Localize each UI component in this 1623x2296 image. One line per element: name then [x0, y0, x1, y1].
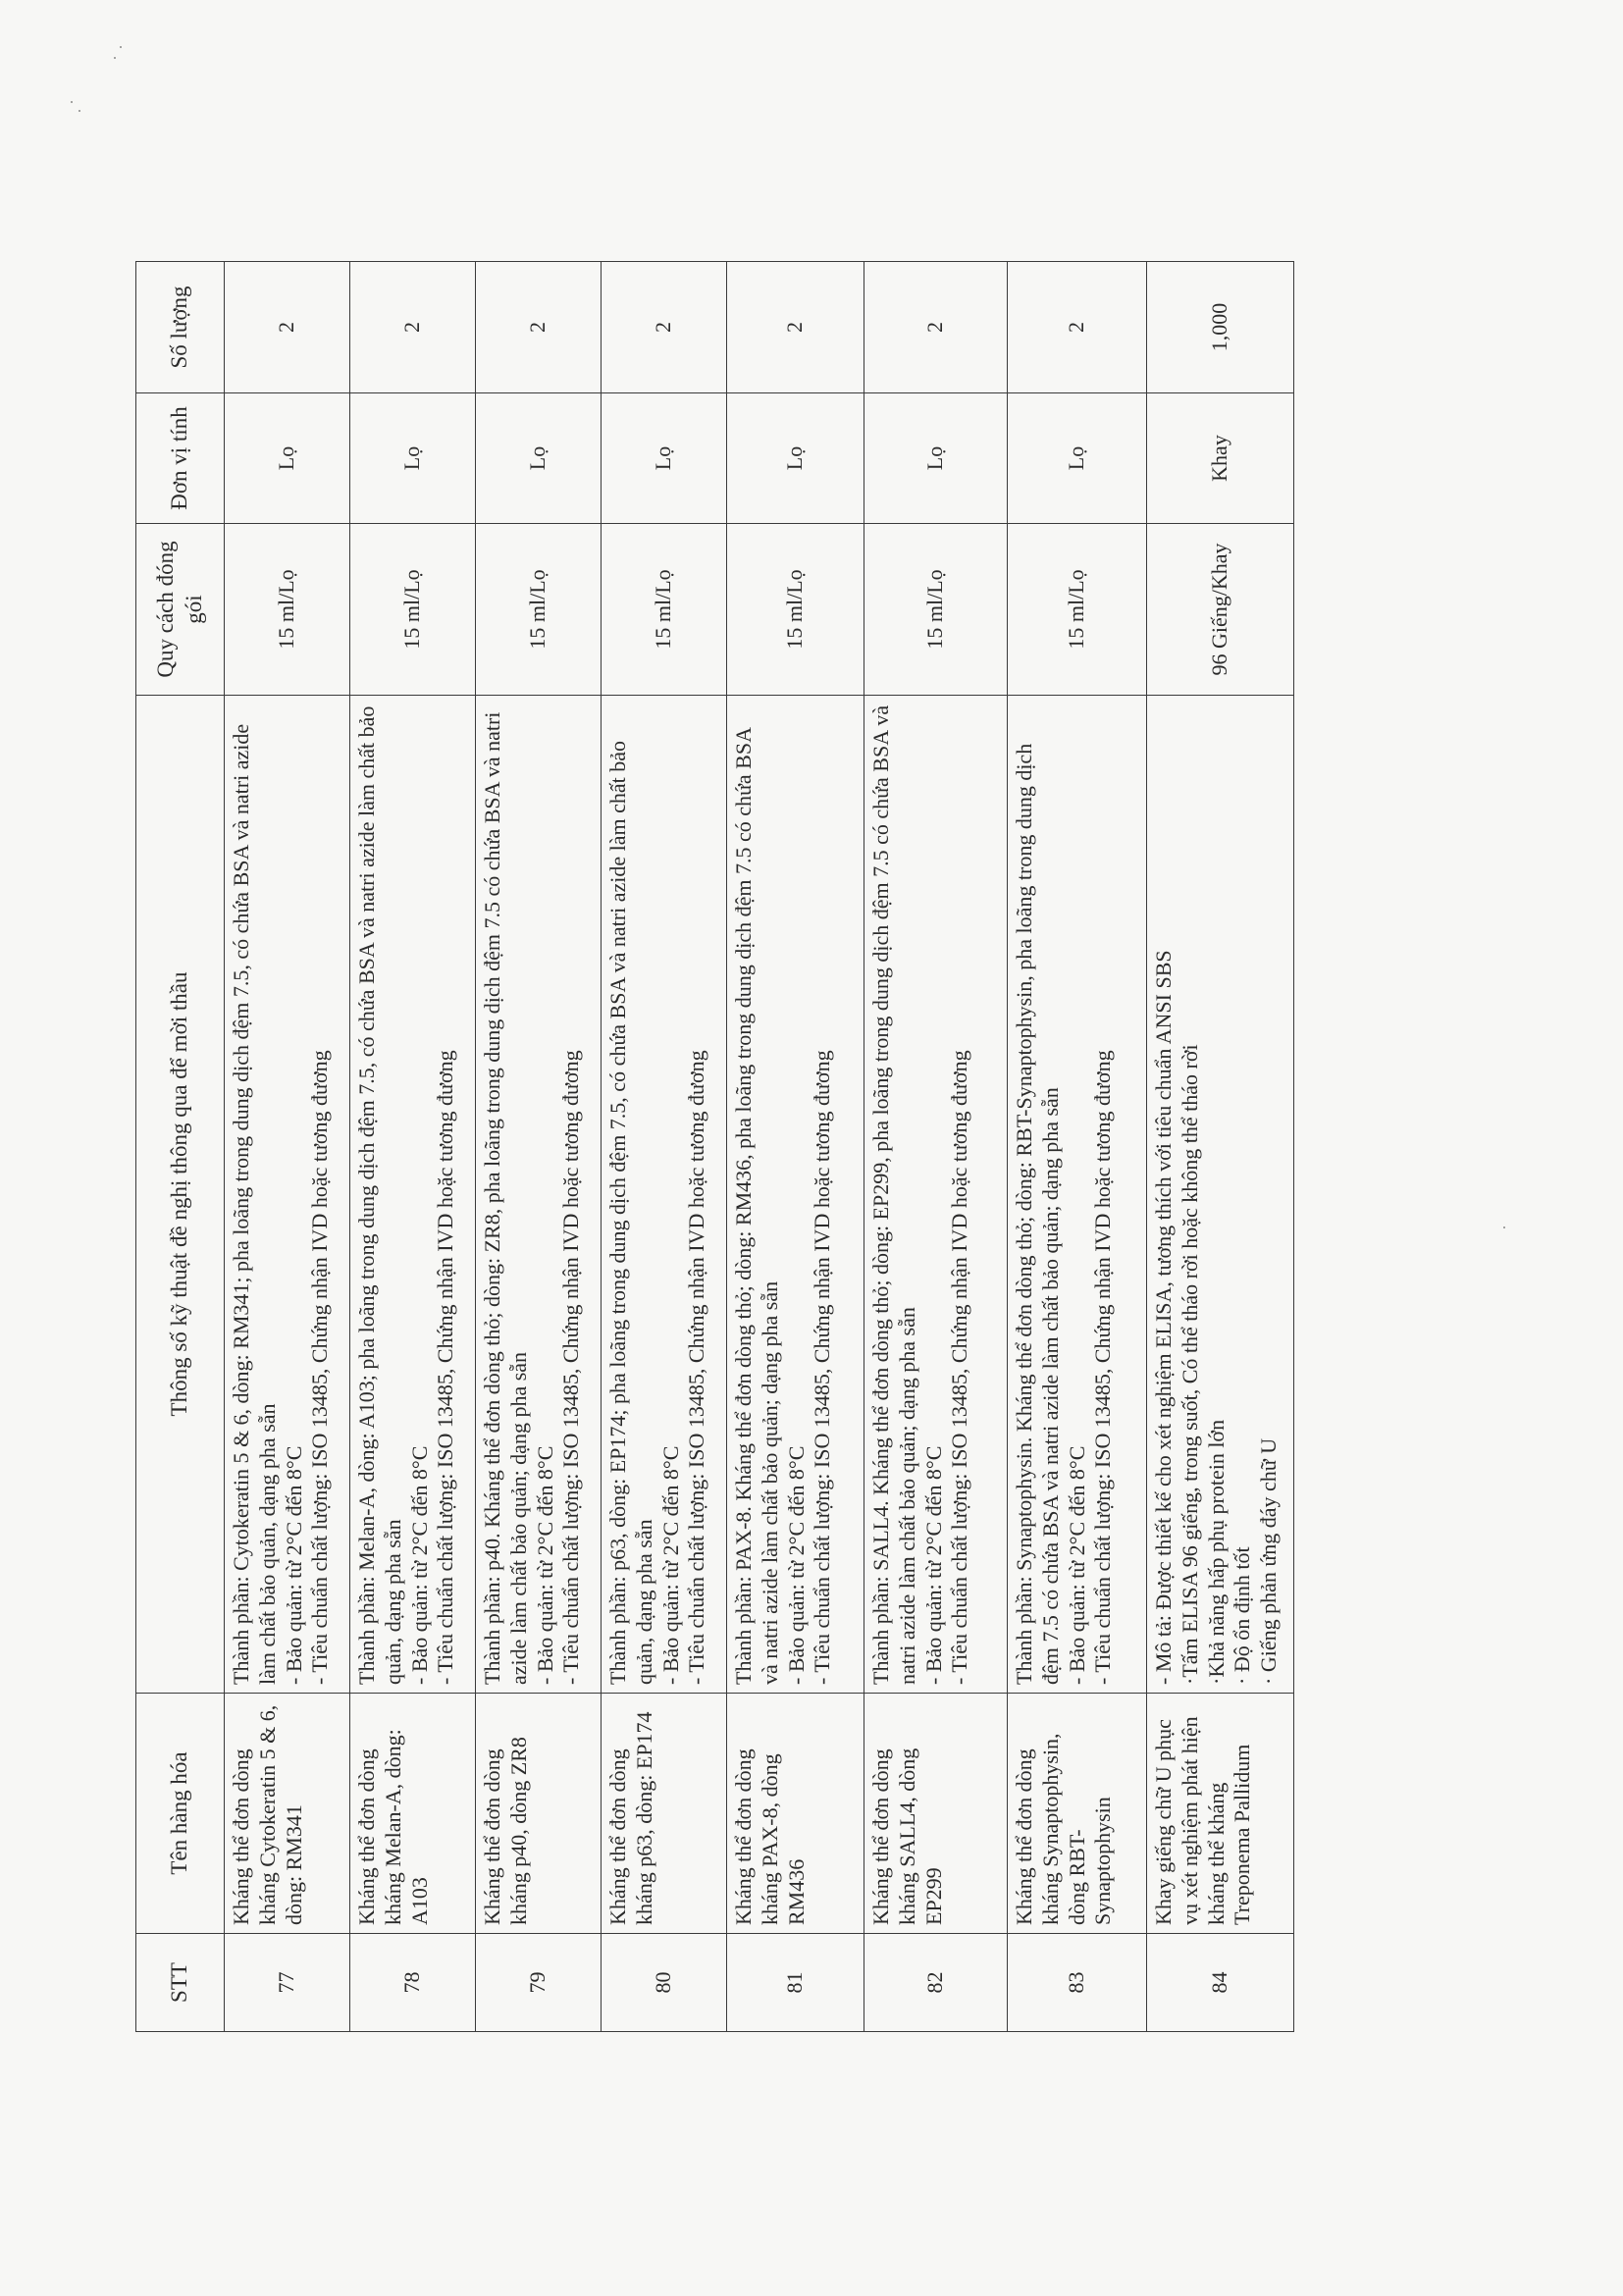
table-row — [727, 262, 864, 2032]
cell-stt: 84 — [1147, 1934, 1294, 2032]
cell-packaging: 15 ml/Lọ — [476, 524, 602, 696]
table-row — [1008, 262, 1147, 2032]
table-row — [225, 262, 350, 2032]
spec-line: Thành phần: p63, dòng: EP174; pha loãng trong dung dịch đệm 7.5, có chứa BSA và natri azide làm chất bảo quản, dạng pha sẵn — [605, 741, 656, 1685]
scan-speck — [71, 101, 73, 103]
cell-packaging: 15 ml/Lọ — [350, 524, 476, 696]
cell-specification — [602, 696, 727, 1694]
cell-stt: 82 — [864, 1934, 1008, 2032]
cell-unit: Lọ — [350, 393, 476, 524]
cell-product-name: Khay giếng chữ U phục vụ xét nghiệm phát hiện kháng thể kháng Treponema Pallidum — [1147, 1694, 1294, 1934]
cell-stt: 78 — [350, 1934, 476, 2032]
header-stt: STT — [136, 1934, 225, 2032]
cell-product-name: Kháng thể đơn dòng kháng p40, dòng ZR8 — [476, 1694, 602, 1934]
cell-packaging: 15 ml/Lọ — [1008, 524, 1147, 696]
cell-specification — [350, 696, 476, 1694]
scan-speck — [1503, 1226, 1505, 1228]
cell-unit: Lọ — [1008, 393, 1147, 524]
cell-packaging: 15 ml/Lọ — [225, 524, 350, 696]
spec-line: · Giếng phản ứng đáy chữ U — [1256, 1437, 1282, 1685]
header-specification: Thông số kỹ thuật đề nghị thông qua để mời thầu — [136, 696, 225, 1694]
cell-stt: 79 — [476, 1934, 602, 2032]
cell-stt: 77 — [225, 1934, 350, 2032]
cell-specification — [225, 696, 350, 1694]
spec-line: - Tiêu chuẩn chất lượng: ISO 13485, Chứng nhận IVD hoặc tương đương — [810, 1050, 835, 1685]
specification-table — [135, 261, 1294, 2032]
cell-unit: Khay — [1147, 393, 1294, 524]
spec-line: ·Tấm ELISA 96 giếng, trong suốt, Có thể tháo rời hoặc không thể tháo rời — [1177, 1044, 1202, 1685]
spec-line: - Bảo quản: từ 2°C đến 8°C — [920, 1445, 946, 1685]
cell-product-name: Kháng thể đơn dòng kháng PAX-8, dòng RM436 — [727, 1694, 864, 1934]
spec-line: - Bảo quản: từ 2°C đến 8°C — [1064, 1445, 1089, 1685]
header-quantity: Số lượng — [136, 262, 225, 393]
cell-quantity: 2 — [864, 262, 1008, 393]
spec-line: - Bảo quản: từ 2°C đến 8°C — [406, 1445, 432, 1685]
spec-line: - Bảo quản: từ 2°C đến 8°C — [281, 1445, 306, 1685]
spec-line: - Bảo quản: từ 2°C đến 8°C — [783, 1445, 809, 1685]
header-unit: Đơn vị tính — [136, 393, 225, 524]
cell-specification — [864, 696, 1008, 1694]
cell-product-name: Kháng thể đơn dòng kháng p63, dòng: EP174 — [602, 1694, 727, 1934]
cell-quantity: 2 — [727, 262, 864, 393]
cell-quantity: 2 — [476, 262, 602, 393]
cell-specification — [476, 696, 602, 1694]
spec-line: - Tiêu chuẩn chất lượng: ISO 13485, Chứng nhận IVD hoặc tương đương — [684, 1050, 709, 1685]
cell-quantity: 2 — [225, 262, 350, 393]
scan-speck — [79, 110, 80, 112]
cell-product-name: Kháng thể đơn dòng kháng Synaptophysin, dòng RBT-Synaptophysin — [1008, 1694, 1147, 1934]
header-packaging: Quy cách đóng gói — [136, 524, 225, 696]
spec-line: Thành phần: p40. Kháng thể đơn dòng thỏ; dòng: ZR8, pha loãng trong dung dịch đệm 7.5 có chứa BSA và natri azide làm chất bảo quản; dạng pha sẵn — [480, 711, 531, 1685]
cell-unit: Lọ — [727, 393, 864, 524]
cell-packaging: 15 ml/Lọ — [602, 524, 727, 696]
spec-line: Thành phần: Synaptophysin. Kháng thể đơn dòng thỏ; dòng: RBT-Synaptophysin, pha loãng trong dung dịch đệm 7.5 có chứa BSA và natri azide làm chất bảo quản; dạng pha sẵn — [1012, 743, 1063, 1685]
spec-line: - Tiêu chuẩn chất lượng: ISO 13485, Chứng nhận IVD hoặc tương đương — [947, 1050, 972, 1685]
cell-product-name: Kháng thể đơn dòng kháng Cytokeratin 5 & 6, dòng: RM341 — [225, 1694, 350, 1934]
cell-stt: 81 — [727, 1934, 864, 2032]
spec-line: - Tiêu chuẩn chất lượng: ISO 13485, Chứng nhận IVD hoặc tương đương — [307, 1050, 333, 1685]
cell-stt: 83 — [1008, 1934, 1147, 2032]
cell-specification — [1008, 696, 1147, 1694]
cell-quantity: 1,000 — [1147, 262, 1294, 393]
table-header-row — [136, 262, 225, 2032]
spec-line: - Bảo quản: từ 2°C đến 8°C — [657, 1445, 683, 1685]
cell-quantity: 2 — [602, 262, 727, 393]
table-row — [350, 262, 476, 2032]
cell-packaging: 15 ml/Lọ — [727, 524, 864, 696]
spec-line: - Bảo quản: từ 2°C đến 8°C — [532, 1445, 557, 1685]
spec-line: Thành phần: SALL4. Kháng thể đơn dòng thỏ; dòng: EP299, pha loãng trong dung dịch đệm 7.5 có chứa BSA và natri azide làm chất bảo quản; dạng pha sẵn — [868, 704, 919, 1685]
header-product-name: Tên hàng hóa — [136, 1694, 225, 1934]
cell-quantity: 2 — [350, 262, 476, 393]
spec-line: Thành phần: Melan-A, dòng: A103; pha loãng trong dung dịch đệm 7.5, có chứa BSA và natri azide làm chất bảo quản, dạng pha sẵn — [354, 705, 405, 1685]
cell-product-name: Kháng thể đơn dòng kháng Melan-A, dòng: A103 — [350, 1694, 476, 1934]
table-row — [1147, 262, 1294, 2032]
cell-unit: Lọ — [225, 393, 350, 524]
cell-specification — [727, 696, 864, 1694]
cell-packaging: 15 ml/Lọ — [864, 524, 1008, 696]
scan-speck — [114, 57, 116, 59]
cell-specification — [1147, 696, 1294, 1694]
cell-unit: Lọ — [864, 393, 1008, 524]
spec-line: - Tiêu chuẩn chất lượng: ISO 13485, Chứng nhận IVD hoặc tương đương — [1090, 1050, 1116, 1685]
spec-line: Thành phần: PAX-8. Kháng thể đơn dòng thỏ; dòng: RM436, pha loãng trong dung dịch đệm 7.5 có chứa BSA và natri azide làm chất bảo quản; dạng pha sẵn — [731, 728, 782, 1685]
spec-line: - Tiêu chuẩn chất lượng: ISO 13485, Chứng nhận IVD hoặc tương đương — [558, 1050, 584, 1685]
spec-line: ·Khả năng hấp phụ protein lớn — [1203, 1419, 1229, 1685]
spec-line: · Độ ổn định tốt — [1230, 1546, 1255, 1685]
spec-line: - Tiêu chuẩn chất lượng: ISO 13485, Chứng nhận IVD hoặc tương đương — [433, 1050, 458, 1685]
cell-stt: 80 — [602, 1934, 727, 2032]
cell-quantity: 2 — [1008, 262, 1147, 393]
cell-unit: Lọ — [476, 393, 602, 524]
cell-product-name: Kháng thể đơn dòng kháng SALL4, dòng EP299 — [864, 1694, 1008, 1934]
table-row — [864, 262, 1008, 2032]
table-row — [476, 262, 602, 2032]
spec-line: Thành phần: Cytokeratin 5 & 6, dòng: RM341; pha loãng trong dung dịch đệm 7.5, có chứa BSA và natri azide làm chất bảo quản, dạng pha sẵn — [229, 723, 280, 1685]
cell-packaging: 96 Giếng/Khay — [1147, 524, 1294, 696]
cell-unit: Lọ — [602, 393, 727, 524]
spec-line: - Mô tả: Được thiết kế cho xét nghiệm ELISA, tương thích với tiêu chuẩn ANSI SBS — [1151, 950, 1176, 1685]
scan-speck — [120, 46, 122, 48]
table-row — [602, 262, 727, 2032]
rotated-page-content — [135, 262, 1293, 2032]
